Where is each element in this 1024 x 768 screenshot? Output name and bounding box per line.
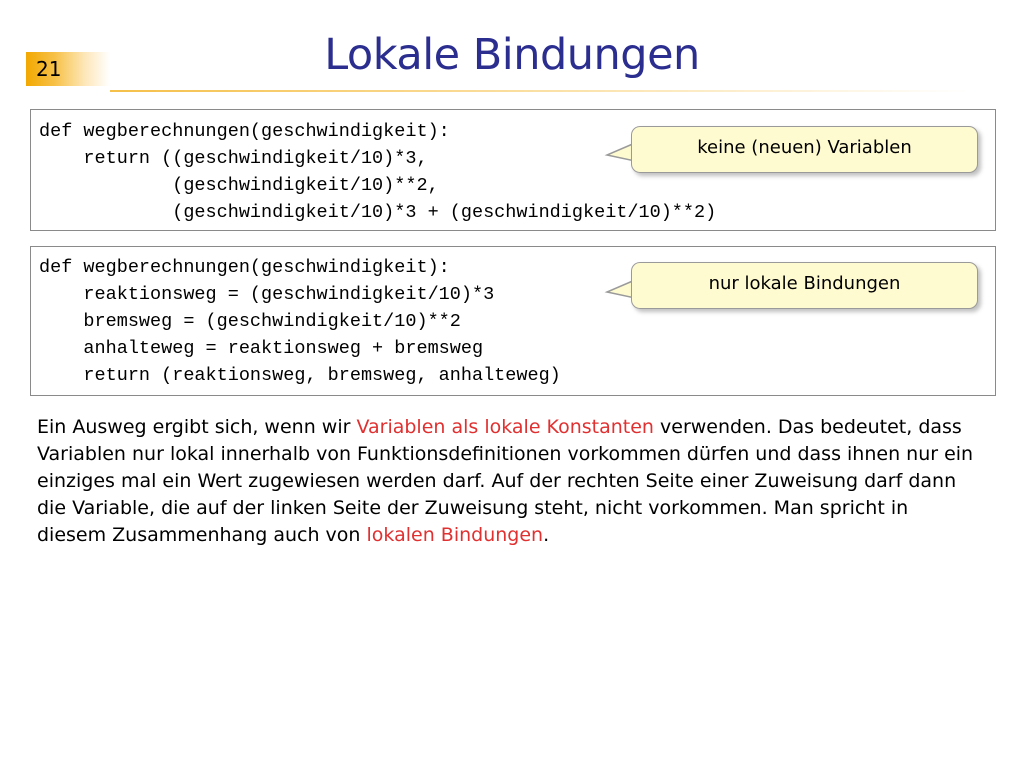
highlight-local-bindings: lokalen Bindungen [366, 524, 544, 546]
slide-title: Lokale Bindungen [324, 30, 700, 80]
code-line: return (reaktionsweg, bremsweg, anhalteweg) [39, 365, 561, 386]
slide-number: 21 [26, 52, 110, 86]
code-line: def wegberechnungen(geschwindigkeit): [39, 121, 450, 142]
code-line: reaktionsweg = (geschwindigkeit/10)*3 [39, 284, 495, 305]
explanation-paragraph [37, 414, 977, 549]
code-line: (geschwindigkeit/10)*3 + (geschwindigkeit/10)**2) [39, 202, 717, 223]
code-line: return ((geschwindigkeit/10)*3, [39, 148, 428, 169]
paragraph-text: verwenden. Das bedeutet, dass Variablen nur lokal innerhalb von Funktionsdefinitionen vorkommen dürfen und dass ihnen nur ein einziges mal ein Wert zugewiesen werden darf. Auf der rechten Seite einer Zuweisung darf dann die Variable, die auf der linken Seite der Zuweisung steht, nicht vorkommen. Man spricht in diesem Zusammenhang auch von [37, 416, 974, 546]
code-line: bremsweg = (geschwindigkeit/10)**2 [39, 311, 461, 332]
code-line: (geschwindigkeit/10)**2, [39, 175, 439, 196]
code-line: anhalteweg = reaktionsweg + bremsweg [39, 338, 484, 359]
callout-no-new-variables: keine (neuen) Variablen [631, 126, 978, 173]
highlight-local-constants: Variablen als lokale Konstanten [356, 416, 654, 438]
code-line: def wegberechnungen(geschwindigkeit): [39, 257, 450, 278]
title-rule [110, 90, 970, 92]
callout-local-bindings: nur lokale Bindungen [631, 262, 978, 309]
paragraph-text: . [543, 524, 550, 546]
paragraph-text: Ein Ausweg ergibt sich, wenn wir [37, 416, 357, 438]
